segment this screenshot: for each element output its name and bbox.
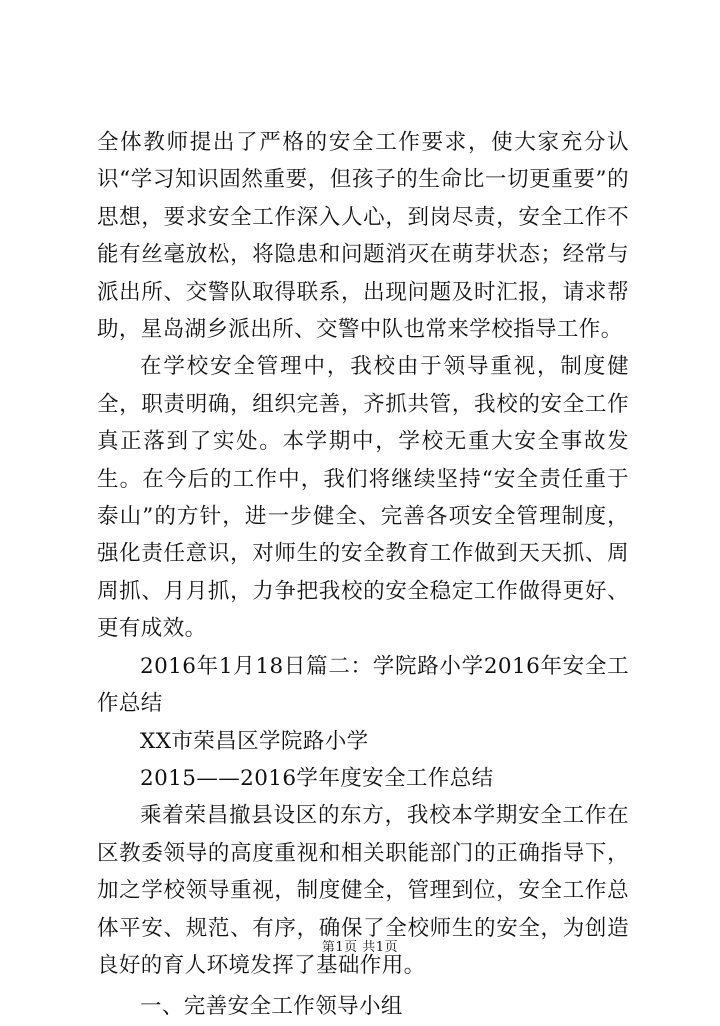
section-heading-leadership-group: 一、完善安全工作领导小组 <box>140 994 403 1020</box>
paragraph-teacher-requirements: 全体教师提出了严格的安全工作要求，使大家充分认识“学习知识固然重要，但孩子的生命比一切更重要”的思想，要求安全工作深入人心，到岗尽责，安全工作不能有丝毫放松，将隐患和问题消灭在萌芽状态；经常与派出所、交警队取得联系，出现问题及时汇报，请求帮助，星岛湖乡派出所、交警中队也常来学校指导工作。 <box>97 130 629 343</box>
paragraph-safety-management: 在学校安全管理中，我校由于领导重视，制度健全，职责明确，组织完善，齐抓共管，我校的安全工作真正落到了实处。本学期中，学校无重大安全事故发生。在今后的工作中，我们将继续坚持“安全责任重于泰山”的方针，进一步健全、完善各项安全管理制度，强化责任意识，对师生的安全教育工作做到天天抓、周周抓、月月抓，力争把我校的安全稳定工作做得更好、更有成效。 <box>97 354 629 642</box>
page-footer: 第1页 共1页 <box>321 940 399 955</box>
paragraph-date-heading: 2016年1月18日篇二：学院路小学2016年安全工作总结 <box>97 653 629 717</box>
document-body <box>97 124 629 1026</box>
paragraph-school-name: XX市荣昌区学院路小学 <box>140 728 369 754</box>
paragraph-intro: 乘着荣昌撤县设区的东方，我校本学期安全工作在区教委领导的高度重视和相关职能部门的正确指导下，加之学校领导重视，制度健全，管理到位，安全工作总体平安、规范、有序，确保了全校师生的安全，为创造良好的育人环境发挥了基础作用。 <box>97 803 629 978</box>
paragraph-report-title: 2015——2016学年度安全工作总结 <box>140 765 494 791</box>
